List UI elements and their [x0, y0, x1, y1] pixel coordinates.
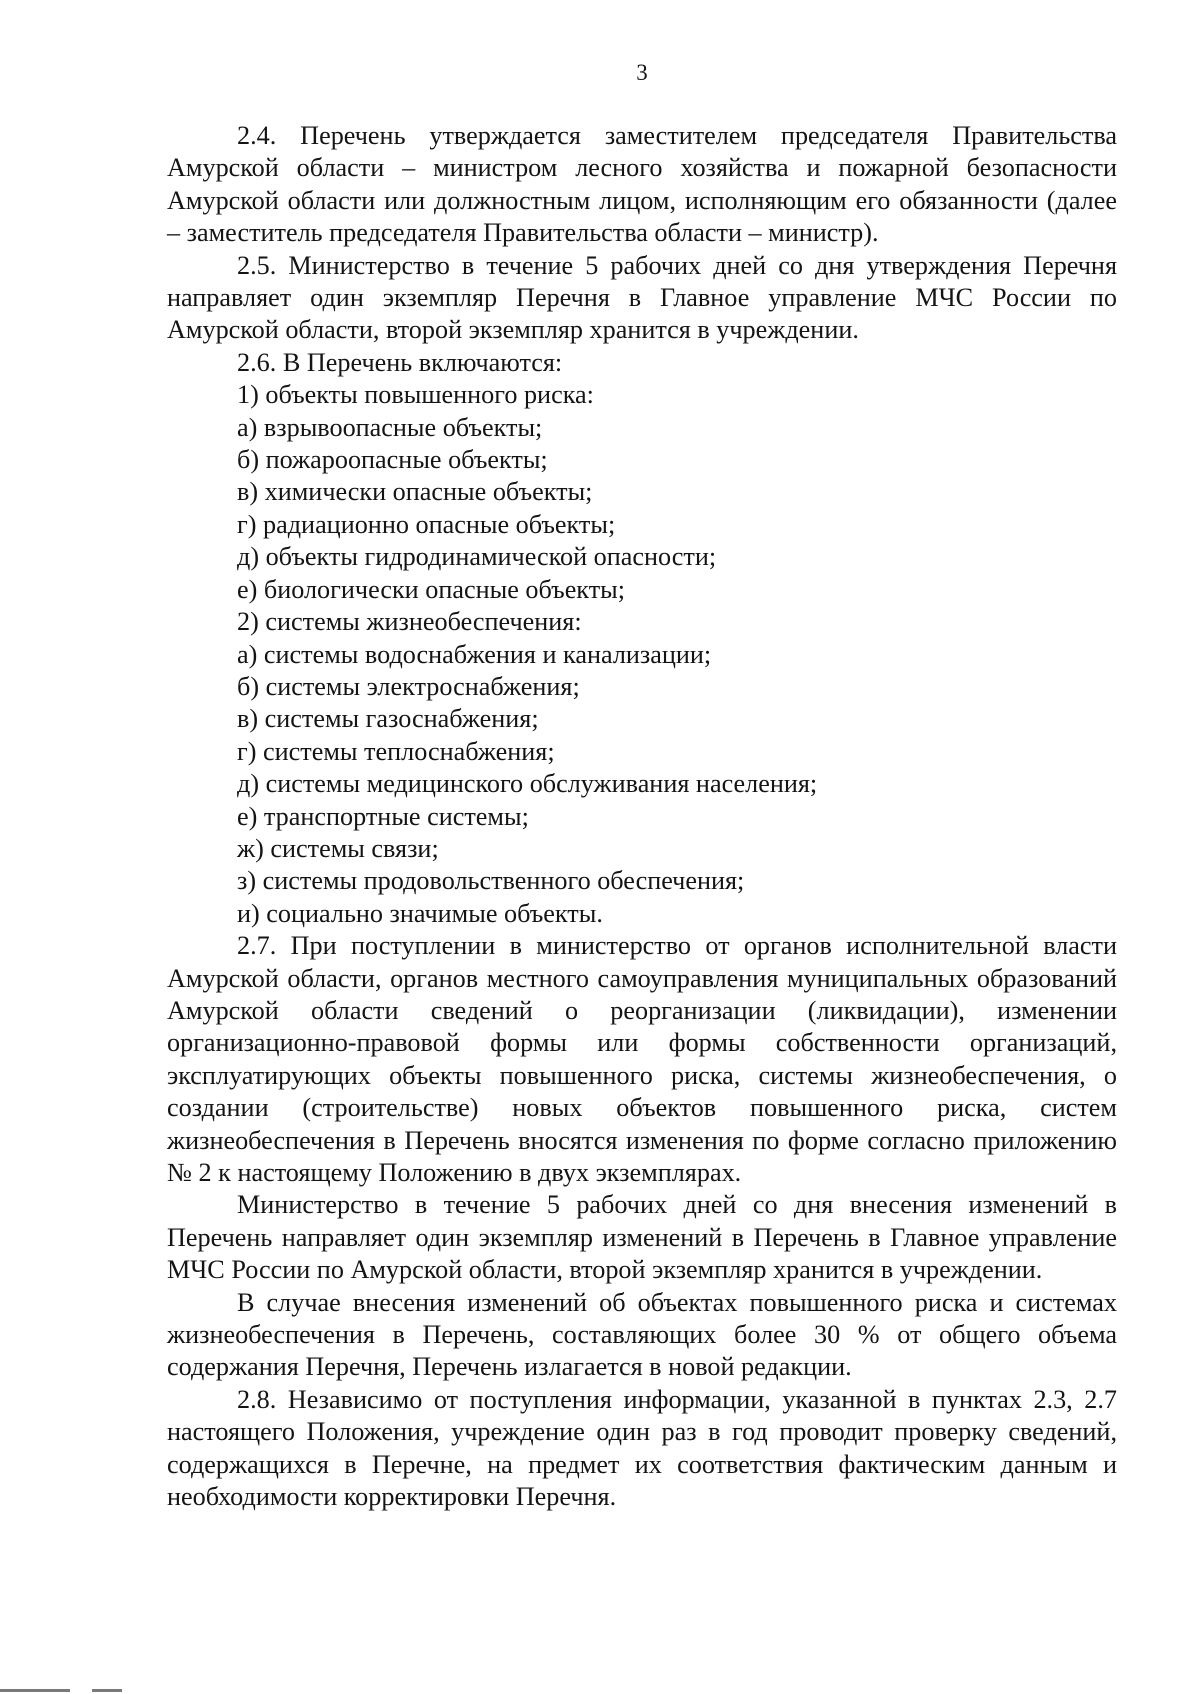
list-item: ж) системы связи;: [237, 833, 439, 863]
paragraph-2-6: 2.6. В Перечень включаются:: [237, 347, 563, 377]
list-item: в) системы газоснабжения;: [237, 704, 539, 734]
paragraph-2-8: 2.8. Независимо от поступления информации, указанной в пунктах 2.3, 2.7 настоящего Положения, учреждение один раз в год проводит проверку сведений, содержащихся в Перечне, на предмет их соответствия фактическим данным и необходимости корректировки Перечня.: [167, 1384, 1117, 1512]
list-item: з) системы продовольственного обеспечения;: [237, 866, 745, 896]
page-number: 3: [636, 60, 648, 85]
list-item: в) химически опасные объекты;: [237, 477, 593, 507]
paragraph-2-7: 2.7. При поступлении в министерство от органов исполнительной власти Амурской области, органов местного самоуправления муниципальных образований Амурской области сведений о реорганизации (ликвидации), изменении организационно-правовой формы или формы собственности организаций, эксплуатирующих объекты повышенного риска, системы жизнеобеспечения, о создании (строительстве) новых объектов повышенного риска, систем жизнеобеспечения в Перечень вносятся изменения по форме согласно приложению № 2 к настоящему Положению в двух экземплярах.: [167, 931, 1117, 1187]
list-item: д) объекты гидродинамической опасности;: [237, 542, 717, 572]
paragraph-new-edition: В случае внесения изменений об объектах повышенного риска и системах жизнеобеспечения в Перечень, составляющих более 30 % от общего объема содержания Перечня, Перечень излагается в новой редакции.: [167, 1287, 1117, 1382]
list-item: а) взрывоопасные объекты;: [237, 412, 543, 442]
list-item: г) радиационно опасные объекты;: [237, 509, 616, 539]
list-item: и) социально значимые объекты.: [237, 898, 603, 928]
list-item: 2) системы жизнеобеспечения:: [237, 607, 582, 637]
paragraph-2-4: 2.4. Перечень утверждается заместителем председателя Правительства Амурской области – министром лесного хозяйства и пожарной безопасности Амурской области или должностным лицом, исполняющим его обязанности (далее – заместитель председателя Правительства области – министр).: [167, 121, 1117, 248]
list-item: г) системы теплоснабжения;: [237, 736, 555, 766]
document-body: [167, 120, 1117, 1513]
list-item: д) системы медицинского обслуживания населения;: [237, 769, 818, 799]
list-item: а) системы водоснабжения и канализации;: [237, 639, 712, 669]
list-item: 1) объекты повышенного риска:: [237, 380, 594, 410]
list-item: е) биологически опасные объекты;: [237, 574, 626, 604]
list-item: б) системы электроснабжения;: [237, 671, 580, 701]
list-item: б) пожароопасные объекты;: [237, 445, 548, 475]
list-item: е) транспортные системы;: [237, 801, 529, 831]
paragraph-ministry-changes: Министерство в течение 5 рабочих дней со дня внесения изменений в Перечень направляет один экземпляр изменений в Перечень в Главное управление МЧС России по Амурской области, второй экземпляр хранится в учреждении.: [167, 1190, 1117, 1285]
paragraph-2-5: 2.5. Министерство в течение 5 рабочих дней со дня утверждения Перечня направляет один экземпляр Перечня в Главное управление МЧС России по Амурской области, второй экземпляр хранится в учреждении.: [167, 250, 1117, 345]
scan-edge-mark: [0, 1686, 160, 1694]
